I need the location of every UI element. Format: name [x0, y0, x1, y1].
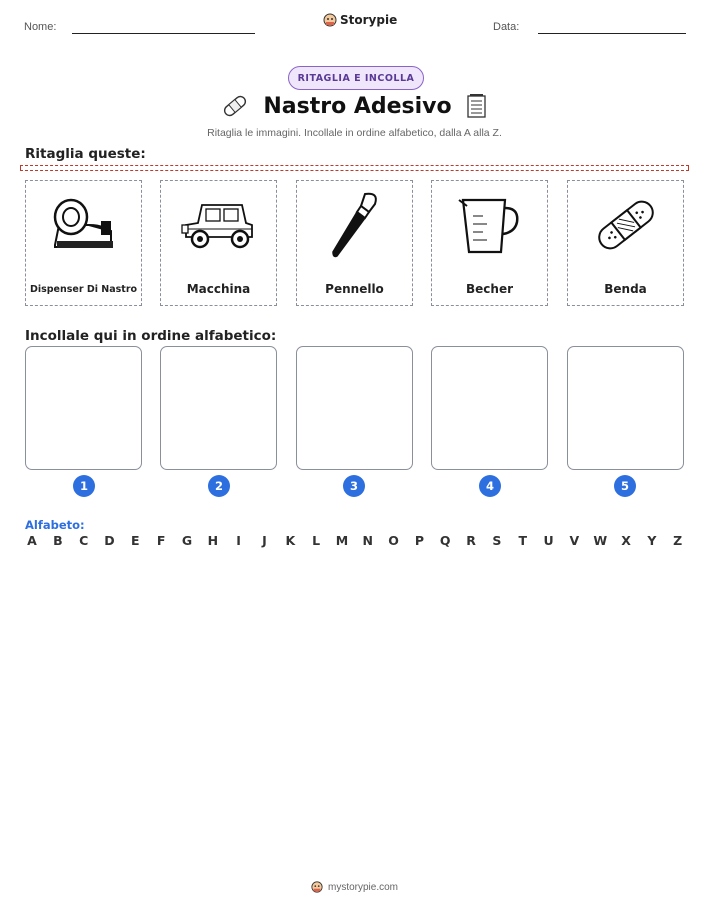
tape-dispenser-icon: [26, 189, 141, 261]
slot-number-5: 5: [614, 475, 636, 497]
slot-number-4: 4: [479, 475, 501, 497]
brand-logo: [323, 13, 397, 27]
bandage-title-icon: [221, 92, 249, 120]
card-label: Benda: [604, 282, 647, 296]
paste-slot-2[interactable]: [160, 346, 277, 470]
alphabet-letter: K: [285, 533, 296, 548]
beaker-icon: [432, 189, 547, 261]
cut-card-bandage[interactable]: [567, 180, 684, 306]
alphabet-letter: N: [362, 533, 373, 548]
alphabet-letter: W: [593, 533, 608, 548]
cut-section-title: Ritaglia queste:: [25, 146, 146, 162]
cut-line: [20, 165, 689, 171]
alphabet-letter: G: [181, 533, 193, 548]
car-icon: [161, 189, 276, 261]
alphabet-letter: S: [492, 533, 502, 548]
alphabet-letter: U: [543, 533, 554, 548]
alphabet-letter: O: [388, 533, 399, 548]
instructions: Ritaglia le immagini. Incollale in ordine alfabetico, dalla A alla Z.: [207, 127, 502, 139]
alphabet-letter: B: [53, 533, 63, 548]
slot-number-2: 2: [208, 475, 230, 497]
alphabet-letter: V: [569, 533, 580, 548]
alphabet-letter: E: [131, 533, 140, 548]
notepad-title-icon: [466, 93, 488, 119]
footer-url[interactable]: mystorypie.com: [327, 881, 398, 893]
alphabet-letter: M: [335, 533, 349, 548]
activity-badge: RITAGLIA E INCOLLA: [288, 66, 424, 90]
footer: [0, 881, 709, 893]
page-title: Nastro Adesivo: [263, 93, 452, 119]
alphabet-letter: P: [414, 533, 424, 548]
alphabet-letter: A: [27, 533, 37, 548]
bandage-icon: [568, 189, 683, 261]
alphabet-letter: D: [104, 533, 115, 548]
paste-slot-5[interactable]: [567, 346, 684, 470]
paste-slot-4[interactable]: [431, 346, 548, 470]
storypie-logo-icon: [323, 13, 337, 27]
title-row: [0, 92, 709, 120]
card-label: Dispenser Di Nastro: [29, 284, 138, 295]
alphabet-letter: Y: [647, 533, 657, 548]
alphabet-letter: J: [262, 533, 267, 548]
alphabet-letter: F: [156, 533, 166, 548]
cut-card-tape-dispenser[interactable]: [25, 180, 142, 306]
cut-card-paintbrush[interactable]: [296, 180, 413, 306]
storypie-logo-icon: [311, 881, 323, 893]
cut-card-beaker[interactable]: [431, 180, 548, 306]
date-line[interactable]: [538, 33, 686, 34]
name-label: Nome:: [24, 21, 57, 33]
name-line[interactable]: [72, 33, 255, 34]
alphabet-letter: H: [207, 533, 219, 548]
slot-number-3: 3: [343, 475, 365, 497]
alphabet-letter: L: [312, 533, 321, 548]
alphabet-letter: C: [79, 533, 89, 548]
brand-name: Storypie: [340, 13, 398, 27]
card-label: Pennello: [325, 282, 384, 296]
alphabet-letter: T: [518, 533, 527, 548]
alphabet-letter: Z: [673, 533, 683, 548]
card-label: Becher: [466, 282, 513, 296]
slot-number-1: 1: [73, 475, 95, 497]
date-label: Data:: [493, 21, 520, 33]
alphabet-row: [25, 533, 685, 548]
alphabet-letter: X: [621, 533, 631, 548]
paste-slot-3[interactable]: [296, 346, 413, 470]
alphabet-label: Alfabeto:: [25, 518, 85, 532]
paintbrush-icon: [297, 189, 412, 261]
alphabet-letter: Q: [439, 533, 451, 548]
card-label: Macchina: [186, 282, 251, 296]
paste-slot-1[interactable]: [25, 346, 142, 470]
alphabet-letter: I: [236, 533, 241, 548]
paste-section-title: Incollale qui in ordine alfabetico:: [25, 328, 277, 344]
alphabet-letter: R: [466, 533, 476, 548]
cut-card-car[interactable]: [160, 180, 277, 306]
